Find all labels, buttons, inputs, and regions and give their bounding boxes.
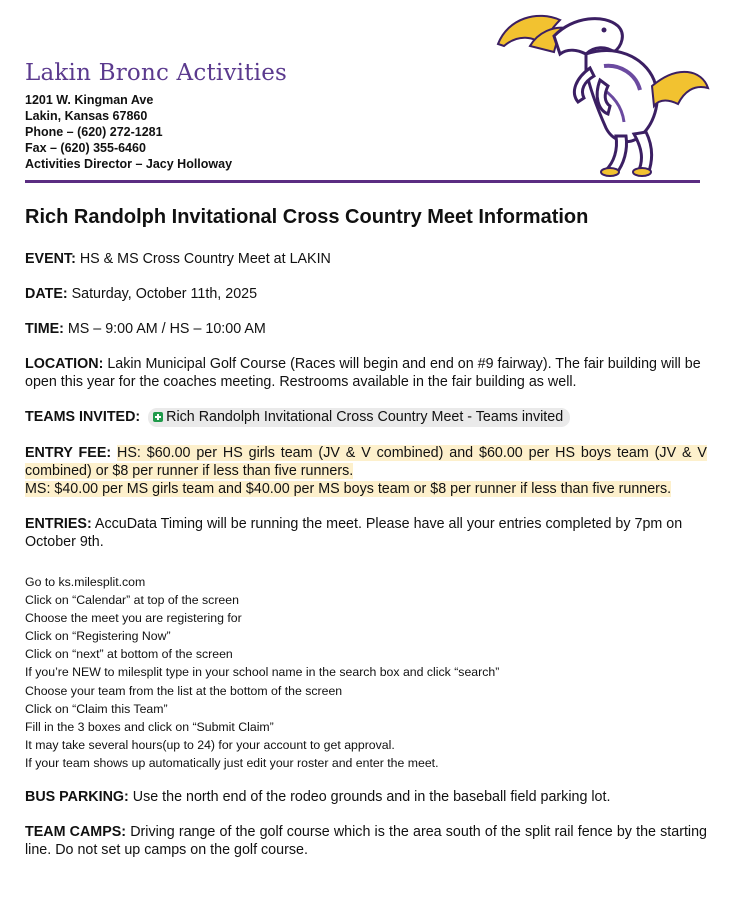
location-paragraph — [25, 355, 707, 391]
event-label: EVENT: — [25, 251, 76, 267]
entry-fee-paragraph — [25, 444, 707, 498]
date-line — [25, 285, 707, 303]
list-item: Click on “Registering Now” — [25, 629, 171, 644]
entries-label: ENTRIES: — [25, 516, 92, 532]
time-line — [25, 320, 707, 338]
location-label: LOCATION: — [25, 356, 104, 372]
page-title: Rich Randolph Invitational Cross Country Meet Information — [25, 206, 589, 228]
meet-info — [25, 204, 707, 876]
address-line: 1201 W. Kingman Ave — [25, 93, 154, 107]
list-item: Click on “next” at bottom of the screen — [25, 647, 233, 662]
entries-paragraph — [25, 515, 707, 551]
bus-parking-line — [25, 788, 707, 806]
list-item: Click on “Claim this Team” — [25, 701, 168, 716]
director-line: Activities Director – Jacy Holloway — [25, 157, 233, 171]
time-label: TIME: — [25, 321, 64, 337]
list-item: Choose your team from the list at the bottom of the screen — [25, 683, 343, 698]
fax-line: Fax – (620) 355-6460 — [25, 141, 146, 155]
list-item: If your team shows up automatically just edit your roster and enter the meet. — [25, 755, 439, 770]
list-item: If you’re NEW to milesplit type in your school name in the search box and click “search” — [25, 665, 500, 680]
entry-fee-ms: MS: $40.00 per MS girls team and $40.00 per MS boys team or $8 per runner if less than five runners. — [25, 481, 672, 497]
entries-text: AccuData Timing will be running the meet. Please have all your entries completed by 7pm on October 9th. — [25, 516, 683, 550]
event-line — [25, 250, 707, 268]
org-name: Lakin Bronc Activities — [25, 60, 288, 86]
location-text: Lakin Municipal Golf Course (Races will begin and end on #9 fairway). The fair building will be open this year for the coaches meeting. Restrooms available in the fair building as well. — [25, 356, 701, 390]
date-label: DATE: — [25, 286, 68, 302]
event-text: HS & MS Cross Country Meet at LAKIN — [75, 251, 331, 267]
bronco-logo-icon — [494, 6, 710, 178]
registration-steps — [25, 573, 707, 772]
date-text: Saturday, October 11th, 2025 — [67, 286, 258, 302]
teams-invited-link[interactable] — [148, 408, 570, 427]
team-camps-label: TEAM CAMPS: — [25, 824, 127, 841]
bus-parking-text: Use the north end of the rodeo grounds and in the baseball field parking lot. — [128, 789, 611, 806]
teams-invited-label: TEAMS INVITED: — [25, 409, 141, 425]
spreadsheet-icon — [153, 412, 163, 422]
team-camps-paragraph — [25, 823, 707, 859]
list-item: Choose the meet you are registering for — [25, 611, 242, 626]
list-item: It may take several hours(up to 24) for your account to get approval. — [25, 737, 395, 752]
entry-fee-hs: HS: $60.00 per HS girls team (JV & V combined) and $60.00 per HS boys team (JV & V combined) or $8 per runner if less than five runners. — [25, 445, 707, 479]
teams-invited-link-label: Rich Randolph Invitational Cross Country Meet - Teams invited — [166, 409, 564, 425]
header-divider — [25, 180, 700, 183]
bus-parking-label: BUS PARKING: — [25, 789, 129, 806]
list-item: Click on “Calendar” at top of the screen — [25, 593, 239, 608]
team-camps-text: Driving range of the golf course which is the area south of the split rail fence by the starting line. Do not set up camps on the golf course. — [25, 824, 707, 859]
entry-fee-label: ENTRY FEE: — [25, 445, 112, 461]
list-item: Fill in the 3 boxes and click on “Submit Claim” — [25, 719, 274, 734]
phone-line: Phone – (620) 272-1281 — [25, 125, 163, 139]
time-text: MS – 9:00 AM / HS – 10:00 AM — [63, 321, 266, 337]
city-state-line: Lakin, Kansas 67860 — [25, 109, 148, 123]
teams-invited-line — [25, 408, 707, 427]
list-item: Go to ks.milesplit.com — [25, 575, 146, 589]
